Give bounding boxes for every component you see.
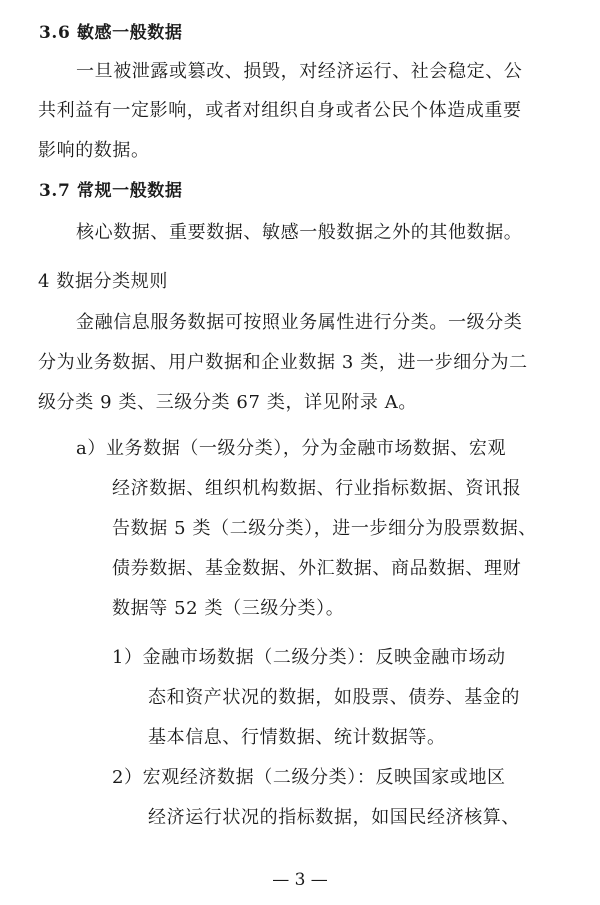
item-a-line-2: 经济数据、组织机构数据、行业指标数据、资讯报 (112, 478, 522, 499)
section-4-line-2: 分为业务数据、用户数据和企业数据 3 类，进一步细分为二 (38, 352, 528, 373)
item-a-line-3: 告数据 5 类（二级分类），进一步细分为股票数据、 (112, 518, 537, 539)
section-3-6-heading: 3.6 敏感一般数据 (39, 23, 183, 43)
section-4-heading: 4 数据分类规则 (38, 271, 168, 292)
item-1-line-1: 1）金融市场数据（二级分类）：反映金融市场动 (112, 647, 506, 668)
section-3-7-line-1: 核心数据、重要数据、敏感一般数据之外的其他数据。 (76, 222, 523, 243)
section-3-7-heading: 3.7 常规一般数据 (39, 181, 183, 201)
section-3-6-line-3: 影响的数据。 (38, 140, 150, 161)
item-a-line-1: a）业务数据（一级分类），分为金融市场数据、宏观 (76, 438, 507, 459)
item-a-line-5: 数据等 52 类（三级分类）。 (112, 598, 345, 619)
section-3-6-line-1: 一旦被泄露或篡改、损毁，对经济运行、社会稳定、公 (76, 61, 523, 82)
item-1-line-3: 基本信息、行情数据、统计数据等。 (148, 727, 446, 748)
item-a-line-4: 债券数据、基金数据、外汇数据、商品数据、理财 (112, 558, 522, 579)
item-2-line-2: 经济运行状况的指标数据，如国民经济核算、 (148, 807, 520, 828)
page-number: — 3 — (272, 870, 328, 890)
item-2-line-1: 2）宏观经济数据（二级分类）：反映国家或地区 (112, 767, 506, 788)
section-3-6-line-2: 共利益有一定影响，或者对组织自身或者公民个体造成重要 (38, 100, 522, 121)
section-4-line-3: 级分类 9 类、三级分类 67 类，详见附录 A。 (38, 392, 417, 413)
section-4-line-1: 金融信息服务数据可按照业务属性进行分类。一级分类 (76, 312, 523, 333)
item-1-line-2: 态和资产状况的数据，如股票、债券、基金的 (148, 687, 520, 708)
